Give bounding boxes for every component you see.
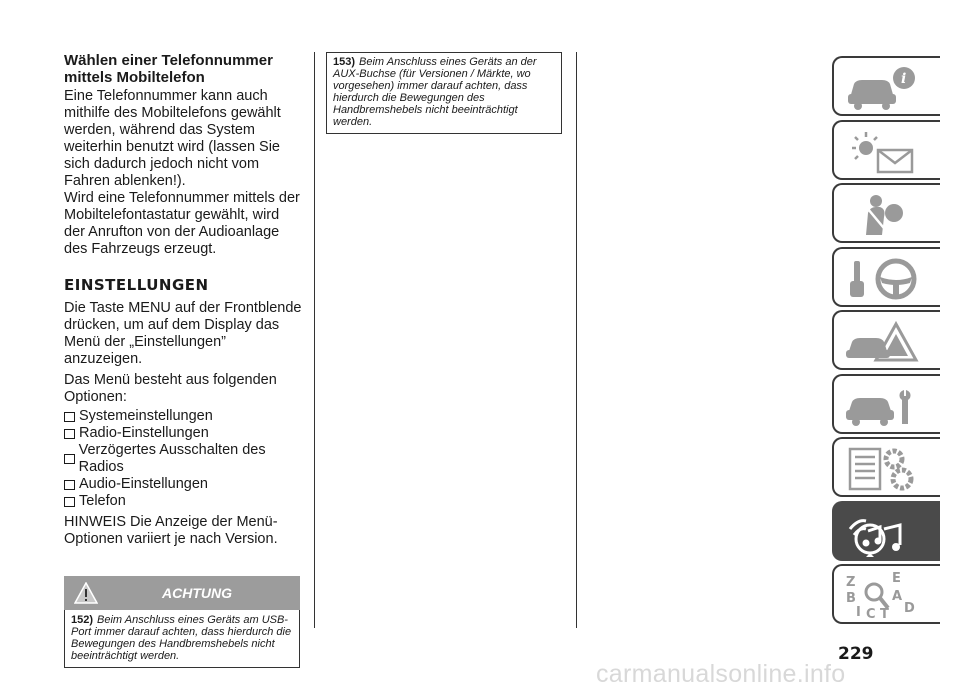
tab-multimedia[interactable] — [832, 501, 940, 561]
heading-line-2: mittels Mobiltelefon — [64, 69, 205, 86]
tab-car-info[interactable] — [832, 56, 940, 116]
svg-text:E: E — [892, 572, 901, 586]
tab-warning-lights[interactable] — [832, 120, 940, 180]
svg-text:D: D — [904, 601, 915, 616]
chapter-tabs — [832, 56, 940, 628]
svg-text:C: C — [866, 607, 876, 620]
watermark: carmanualsonline.info — [596, 660, 846, 688]
paragraph-1: Eine Telefonnummer kann auch mithilfe des Mobiltelefons gewählt werden, während das System weiterhin benutzt wird (lassen Sie sich dadurch jedoch nicht vom Fahren ablenken!). — [64, 88, 281, 189]
note-text: Beim Anschluss eines Geräts an der AUX-Buchse (für Versionen / Märkte, wo vorgesehen) immer darauf achten, dass hierdurch die Bewegungen des Handbremshebels nicht beeinträchtigt werden. — [333, 56, 537, 128]
list-item: Radio-Einstellungen — [64, 425, 304, 442]
bullet-box-icon — [64, 480, 75, 490]
technical-data-gears-icon — [844, 445, 924, 493]
bullet-box-icon — [64, 412, 75, 422]
multimedia-music-icon — [844, 509, 924, 557]
warning-header — [64, 576, 300, 610]
tab-safety[interactable] — [832, 183, 940, 243]
svg-text:T: T — [880, 607, 889, 620]
tab-starting-driving[interactable] — [832, 247, 940, 307]
caution-note-box — [326, 52, 562, 134]
list-item: Verzögertes Ausschalten des Radios — [64, 442, 304, 476]
paragraph-4: Das Menü besteht aus folgenden Optionen: — [64, 372, 277, 405]
list-item: Audio-Einstellungen — [64, 476, 304, 493]
tab-technical-data[interactable] — [832, 437, 940, 497]
section-title: EINSTELLUNGEN — [64, 276, 209, 294]
airbag-seatbelt-icon — [844, 191, 924, 239]
heading — [64, 52, 304, 86]
bullet-box-icon — [64, 454, 75, 464]
bullet-box-icon — [64, 429, 75, 439]
key-steering-wheel-icon — [844, 255, 924, 303]
note-number: 153) — [333, 56, 356, 68]
svg-text:B: B — [846, 591, 856, 606]
warning-text: Beim Anschluss eines Geräts am USB-Port immer darauf achten, dass hierdurch die Bewegungen des Handbremshebels nicht beeinträchtigt werden. — [71, 614, 292, 662]
options-list — [64, 408, 304, 510]
warning-title: ACHTUNG — [162, 585, 232, 601]
column-divider — [314, 52, 315, 628]
car-info-icon — [844, 64, 924, 112]
svg-text:Z: Z — [846, 575, 856, 590]
svg-text:A: A — [892, 589, 903, 604]
car-emergency-triangle-icon — [844, 318, 924, 366]
middle-column — [326, 52, 566, 134]
heading-line-1: Wählen einer Telefonnummer — [64, 52, 273, 69]
paragraph-3: Die Taste MENU auf der Frontblende drücken, um auf dem Display das Menü der „Einstellungen” anzuzeigen. — [64, 300, 302, 367]
paragraph-2: Wird eine Telefonnummer mittels der Mobiltelefontastatur gewählt, wird der Anrufton von der Audioanlage des Fahrzeugs erzeugt. — [64, 190, 300, 257]
car-maintenance-wrench-icon — [844, 382, 924, 430]
list-item: Systemeinstellungen — [64, 408, 304, 425]
left-column — [64, 52, 304, 668]
column-divider — [576, 52, 577, 628]
svg-text:I: I — [856, 605, 861, 620]
tab-maintenance[interactable] — [832, 374, 940, 434]
svg-text:i: i — [901, 71, 907, 87]
tab-emergency[interactable] — [832, 310, 940, 370]
warning-number: 152) — [71, 614, 94, 626]
warning-box — [64, 610, 300, 668]
alphabetical-index-icon — [844, 572, 924, 620]
list-item: Telefon — [64, 493, 304, 510]
page-number: 229 — [838, 644, 874, 664]
tab-index[interactable] — [832, 564, 940, 624]
hint-note: HINWEIS Die Anzeige der Menü-Optionen variiert je nach Version. — [64, 514, 278, 547]
warning-lights-message-icon — [844, 128, 924, 176]
bullet-box-icon — [64, 497, 75, 507]
